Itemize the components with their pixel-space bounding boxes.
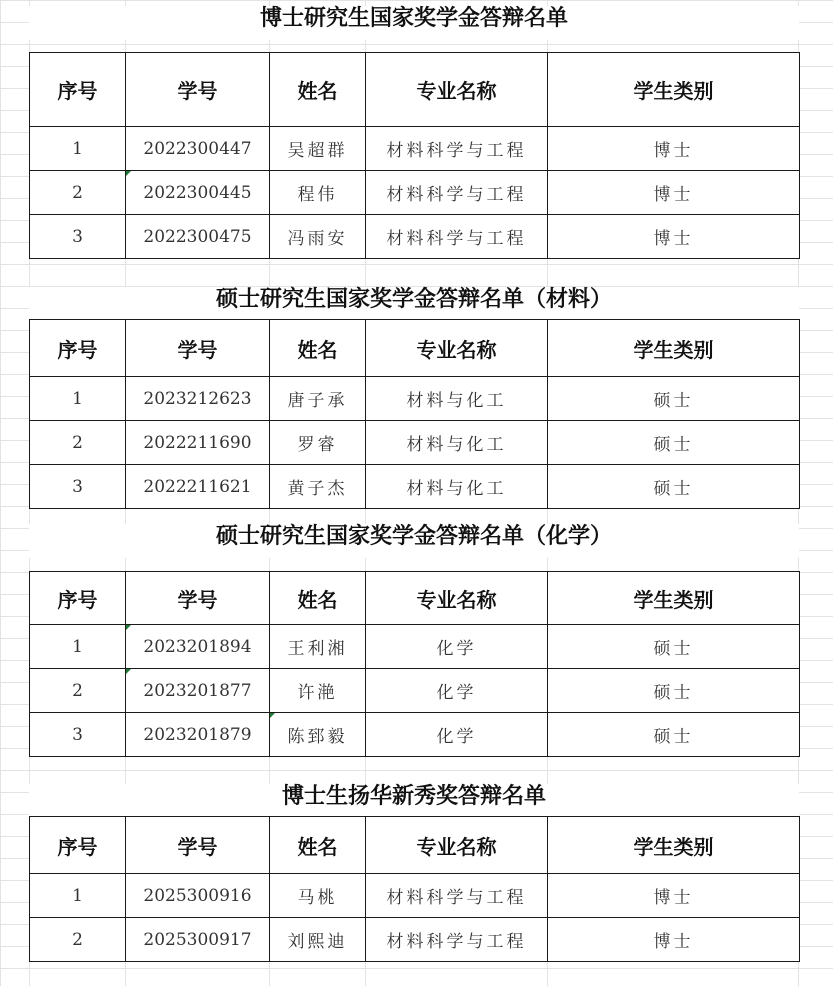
cell-no[interactable]: 1 xyxy=(30,874,126,918)
cell-student-name[interactable]: 唐子承 xyxy=(270,377,366,421)
cell-error-indicator xyxy=(126,669,131,674)
cell-error-indicator xyxy=(126,625,131,630)
cell-student-type[interactable]: 硕士 xyxy=(548,377,800,421)
cell-no[interactable]: 2 xyxy=(30,421,126,465)
header-cell-id: 学号 xyxy=(126,572,270,625)
table-row xyxy=(30,215,800,259)
table-master-materials xyxy=(29,319,800,509)
header-cell-type: 学生类别 xyxy=(548,572,800,625)
table-row xyxy=(30,127,800,171)
header-cell-no: 序号 xyxy=(30,817,126,874)
table-header-row xyxy=(30,320,800,377)
header-cell-major: 专业名称 xyxy=(366,817,548,874)
cell-student-type[interactable]: 博士 xyxy=(548,171,800,215)
cell-student-name[interactable]: 程伟 xyxy=(270,171,366,215)
table-header-row xyxy=(30,572,800,625)
cell-major[interactable]: 材料与化工 xyxy=(366,377,548,421)
cell-major[interactable]: 材料科学与工程 xyxy=(366,127,548,171)
header-cell-major: 专业名称 xyxy=(366,320,548,377)
table-header-row xyxy=(30,53,800,127)
cell-student-id[interactable]: 2023201879 xyxy=(126,713,270,757)
cell-student-name[interactable]: 吴超群 xyxy=(270,127,366,171)
table-row xyxy=(30,171,800,215)
table-phd-national xyxy=(29,52,800,259)
table-row xyxy=(30,874,800,918)
table-master-chemistry xyxy=(29,571,800,757)
table-row xyxy=(30,465,800,509)
cell-student-type[interactable]: 博士 xyxy=(548,874,800,918)
cell-student-id[interactable]: 2022300447 xyxy=(126,127,270,171)
cell-no[interactable]: 3 xyxy=(30,215,126,259)
table-row xyxy=(30,421,800,465)
cell-student-type[interactable]: 博士 xyxy=(548,215,800,259)
table-row xyxy=(30,625,800,669)
cell-student-name[interactable]: 许滟 xyxy=(270,669,366,713)
cell-error-indicator xyxy=(270,713,275,718)
cell-major[interactable]: 化学 xyxy=(366,713,548,757)
cell-student-id[interactable] xyxy=(126,669,270,713)
cell-no[interactable]: 1 xyxy=(30,625,126,669)
cell-student-name[interactable] xyxy=(270,713,366,757)
table-phd-rising-star xyxy=(29,816,800,962)
cell-major[interactable]: 材料与化工 xyxy=(366,465,548,509)
cell-no[interactable]: 2 xyxy=(30,171,126,215)
cell-major[interactable]: 材料科学与工程 xyxy=(366,215,548,259)
table-header-row xyxy=(30,817,800,874)
cell-student-id[interactable]: 2025300917 xyxy=(126,918,270,962)
cell-student-name[interactable]: 刘熙迪 xyxy=(270,918,366,962)
cell-student-type[interactable]: 硕士 xyxy=(548,421,800,465)
table-row xyxy=(30,713,800,757)
cell-student-id[interactable]: 2022211621 xyxy=(126,465,270,509)
cell-student-type[interactable]: 硕士 xyxy=(548,669,800,713)
header-cell-no: 序号 xyxy=(30,572,126,625)
cell-student-name[interactable]: 黄子杰 xyxy=(270,465,366,509)
header-cell-id: 学号 xyxy=(126,53,270,127)
cell-major[interactable]: 材料科学与工程 xyxy=(366,874,548,918)
section-title-phd-rising-star: 博士生扬华新秀奖答辩名单 xyxy=(29,784,799,816)
cell-major[interactable]: 材料科学与工程 xyxy=(366,171,548,215)
header-cell-major: 专业名称 xyxy=(366,53,548,127)
section-title-phd-national: 博士研究生国家奖学金答辩名单 xyxy=(29,6,799,40)
header-cell-type: 学生类别 xyxy=(548,53,800,127)
cell-student-type[interactable]: 硕士 xyxy=(548,713,800,757)
header-cell-name: 姓名 xyxy=(270,817,366,874)
cell-student-name[interactable]: 王利湘 xyxy=(270,625,366,669)
cell-text: 2022300445 xyxy=(143,182,252,203)
cell-student-type[interactable]: 博士 xyxy=(548,127,800,171)
cell-student-type[interactable]: 硕士 xyxy=(548,625,800,669)
header-cell-major: 专业名称 xyxy=(366,572,548,625)
header-cell-id: 学号 xyxy=(126,817,270,874)
cell-student-id[interactable]: 2023212623 xyxy=(126,377,270,421)
cell-no[interactable]: 1 xyxy=(30,127,126,171)
cell-student-id[interactable]: 2022211690 xyxy=(126,421,270,465)
table-row xyxy=(30,669,800,713)
cell-student-id[interactable]: 2025300916 xyxy=(126,874,270,918)
cell-no[interactable]: 3 xyxy=(30,713,126,757)
cell-major[interactable]: 材料与化工 xyxy=(366,421,548,465)
cell-student-id[interactable] xyxy=(126,625,270,669)
header-cell-name: 姓名 xyxy=(270,320,366,377)
header-cell-name: 姓名 xyxy=(270,53,366,127)
cell-student-name[interactable]: 罗睿 xyxy=(270,421,366,465)
cell-major[interactable]: 化学 xyxy=(366,669,548,713)
cell-student-type[interactable]: 硕士 xyxy=(548,465,800,509)
cell-major[interactable]: 材料科学与工程 xyxy=(366,918,548,962)
cell-text: 2023201894 xyxy=(143,636,252,657)
table-row xyxy=(30,377,800,421)
header-cell-type: 学生类别 xyxy=(548,320,800,377)
cell-error-indicator xyxy=(126,171,131,176)
cell-no[interactable]: 2 xyxy=(30,918,126,962)
cell-major[interactable]: 化学 xyxy=(366,625,548,669)
cell-text: 2023201877 xyxy=(143,680,252,701)
section-title-master-materials: 硕士研究生国家奖学金答辩名单（材料） xyxy=(29,287,799,319)
cell-student-name[interactable]: 冯雨安 xyxy=(270,215,366,259)
table-row xyxy=(30,918,800,962)
cell-text: 陈郅毅 xyxy=(287,727,348,747)
header-cell-type: 学生类别 xyxy=(548,817,800,874)
cell-no[interactable]: 3 xyxy=(30,465,126,509)
header-cell-name: 姓名 xyxy=(270,572,366,625)
header-cell-no: 序号 xyxy=(30,320,126,377)
cell-student-id[interactable]: 2022300475 xyxy=(126,215,270,259)
cell-no[interactable]: 1 xyxy=(30,377,126,421)
cell-student-id[interactable] xyxy=(126,171,270,215)
cell-student-type[interactable]: 博士 xyxy=(548,918,800,962)
cell-no[interactable]: 2 xyxy=(30,669,126,713)
cell-student-name[interactable]: 马桃 xyxy=(270,874,366,918)
header-cell-no: 序号 xyxy=(30,53,126,127)
section-title-master-chemistry: 硕士研究生国家奖学金答辩名单（化学） xyxy=(29,524,799,558)
header-cell-id: 学号 xyxy=(126,320,270,377)
